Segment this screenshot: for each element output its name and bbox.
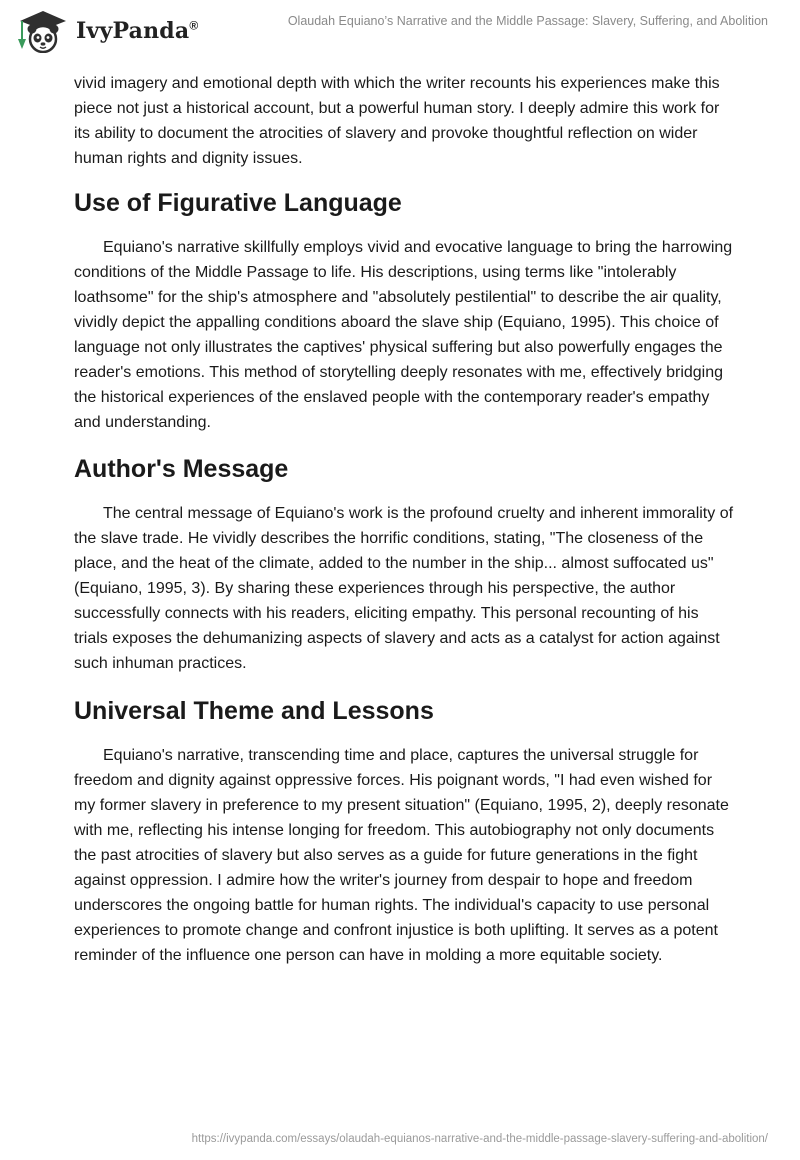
- intro-paragraph: vivid imagery and emotional depth with which the writer recounts his experiences make this piece not just a historical account, but a powerful human story. I deeply admire this work for its ability to document the atrocities of slavery and provoke thoughtful reflection on wider human rights and dignity issues.: [74, 75, 720, 167]
- section-paragraph-universal-theme: Equiano's narrative, transcending time and place, captures the universal struggle for freedom and dignity against oppressive forces. His poignant words, "I had even wished for my former slavery in preference to my present situation" (Equiano, 1995, 2), deeply resonate with me, reflecting his intense longing for freedom. This autobiography not only documents the past atrocities of slavery but also serves as a guide for future generations in the fight against oppression. I admire how the writer's journey from despair to hope and freedom underscores the ongoing battle for human rights. The individual's capacity to use personal experiences to promote change and confront injustice is both uplifting. It serves as a potent reminder of the influence one person can have in molding a more equitable society.: [74, 747, 729, 964]
- essay-body: [74, 71, 734, 968]
- section-paragraph-authors-message: The central message of Equiano's work is the profound cruelty and inherent immorality of the slave trade. He vividly describes the horrific conditions, stating, "The closeness of the place, and the heat of the climate, added to the number in the ship... almost suffocated us" (Equiano, 1995, 3). By sharing these experiences through his perspective, the author successfully connects with his readers, eliciting empathy. This personal recounting of his trials exposes the dehumanizing aspects of slavery and acts as a catalyst for action against such inhuman practices.: [74, 505, 734, 672]
- registered-mark: ®: [189, 18, 199, 33]
- document-title: Olaudah Equiano’s Narrative and the Middle Passage: Slavery, Suffering, and Abolition: [287, 14, 768, 28]
- panda-graduation-cap-icon: [14, 9, 72, 53]
- section-heading-authors-message: Author's Message: [74, 455, 289, 483]
- logo-wordmark: IvyPanda®: [76, 18, 199, 44]
- source-url-link[interactable]: https://ivypanda.com/essays/olaudah-equianos-narrative-and-the-middle-passage-slavery-suffering-and-abolition/: [191, 1133, 768, 1145]
- section-heading-universal-theme: Universal Theme and Lessons: [74, 697, 434, 725]
- page-header: [0, 0, 800, 70]
- section-heading-figurative-language: Use of Figurative Language: [74, 189, 402, 217]
- site-logo[interactable]: [14, 9, 198, 53]
- section-paragraph-figurative-language: Equiano's narrative skillfully employs vivid and evocative language to bring the harrowing conditions of the Middle Passage to life. His descriptions, using terms like "intolerably loathsome" for the ship's atmosphere and "absolutely pestilential" to describe the air quality, vividly depict the appalling conditions aboard the slave ship (Equiano, 1995). This choice of language not only illustrates the captives' physical suffering but also powerfully engages the reader's emotions. This method of storytelling deeply resonates with me, effectively bridging the historical experiences of the enslaved people with the contemporary reader's empathy and understanding.: [74, 239, 733, 431]
